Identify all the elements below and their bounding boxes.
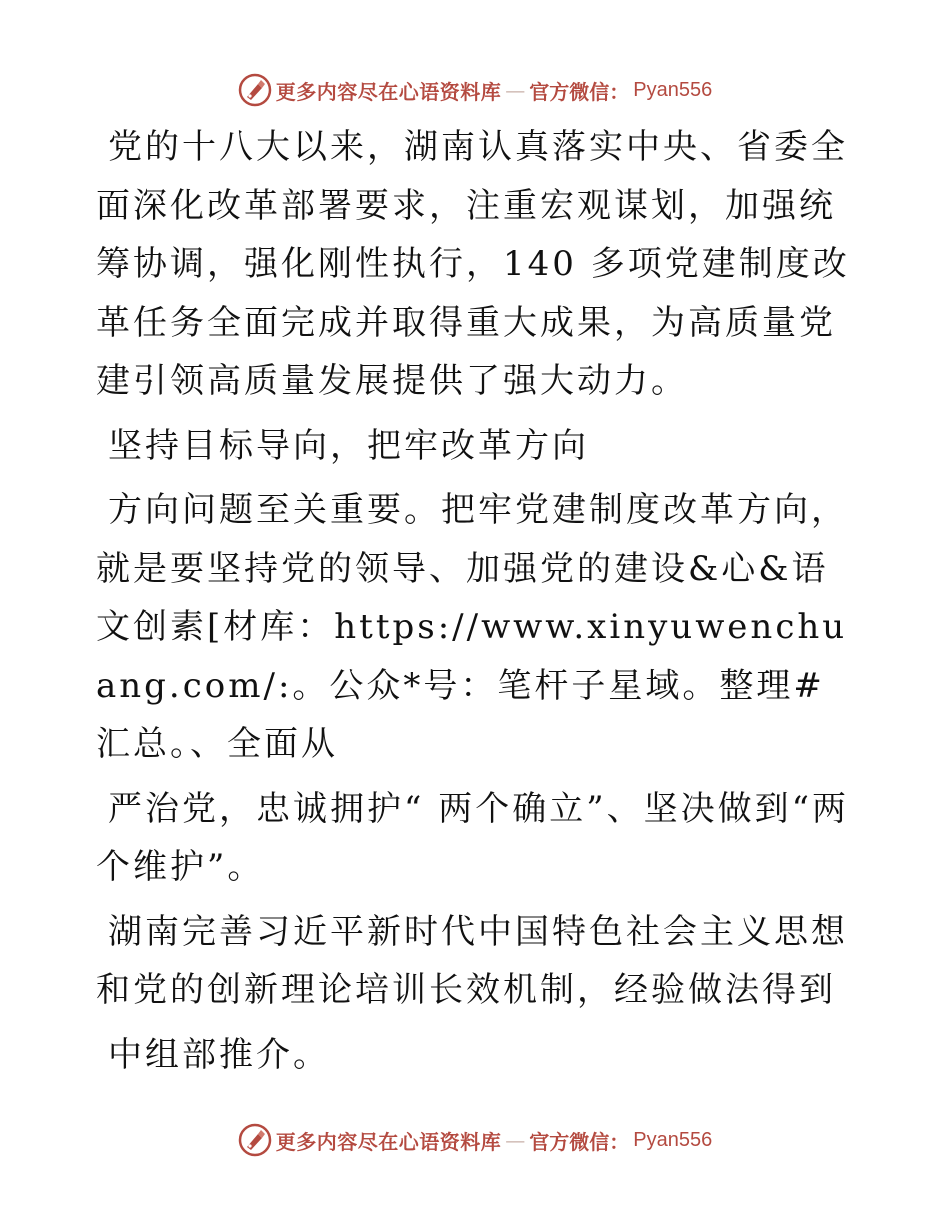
document-body xyxy=(96,118,856,1084)
paragraph-discipline: 严治党，忠诚拥护“ 两个确立”、坚决做到“两个维护”。 xyxy=(96,788,849,887)
paragraph-intro: 党的十八大以来，湖南认真落实中央、省委全面深化改革部署要求，注重宏观谋划，加强统筹协调，强化刚性执行，140 多项党建制度改革任务全面完成并取得重大成果，为高质量党建引领高质量发展提供了强大动力。 xyxy=(96,127,850,401)
footer-wechat-label: 官方微信： xyxy=(529,1129,630,1154)
footer-wechat-id: Pyan556 xyxy=(633,1128,713,1151)
header-banner-dash: — xyxy=(505,78,526,102)
pen-nib-logo-icon xyxy=(238,73,272,107)
paragraph-training: 湖南完善习近平新时代中国特色社会主义思想和党的创新理论培训长效机制，经验做法得到 xyxy=(96,911,848,1010)
footer-banner-text: 更多内容尽在心语资料库 xyxy=(275,1129,502,1154)
header-banner-text: 更多内容尽在心语资料库 xyxy=(275,79,502,104)
header-wechat-label: 官方微信： xyxy=(529,79,630,104)
paragraph-direction: 方向问题至关重要。把牢党建制度改革方向，就是要坚持党的领导、加强党的建设&心&语文创素[材库：https://www.xinyuwenchuang.com/:。公众*号：笔杆子星域。整理#汇总。、全面从 xyxy=(96,490,848,764)
section-heading: 坚持目标导向，把牢改革方向 xyxy=(108,425,589,466)
page-footer xyxy=(0,1120,950,1160)
header-wechat-id: Pyan556 xyxy=(633,78,713,101)
footer-banner-dash: — xyxy=(505,1128,526,1152)
paragraph-recommendation: 中组部推介。 xyxy=(108,1034,330,1075)
page-header xyxy=(0,70,950,110)
pen-nib-logo-icon xyxy=(238,1123,272,1157)
